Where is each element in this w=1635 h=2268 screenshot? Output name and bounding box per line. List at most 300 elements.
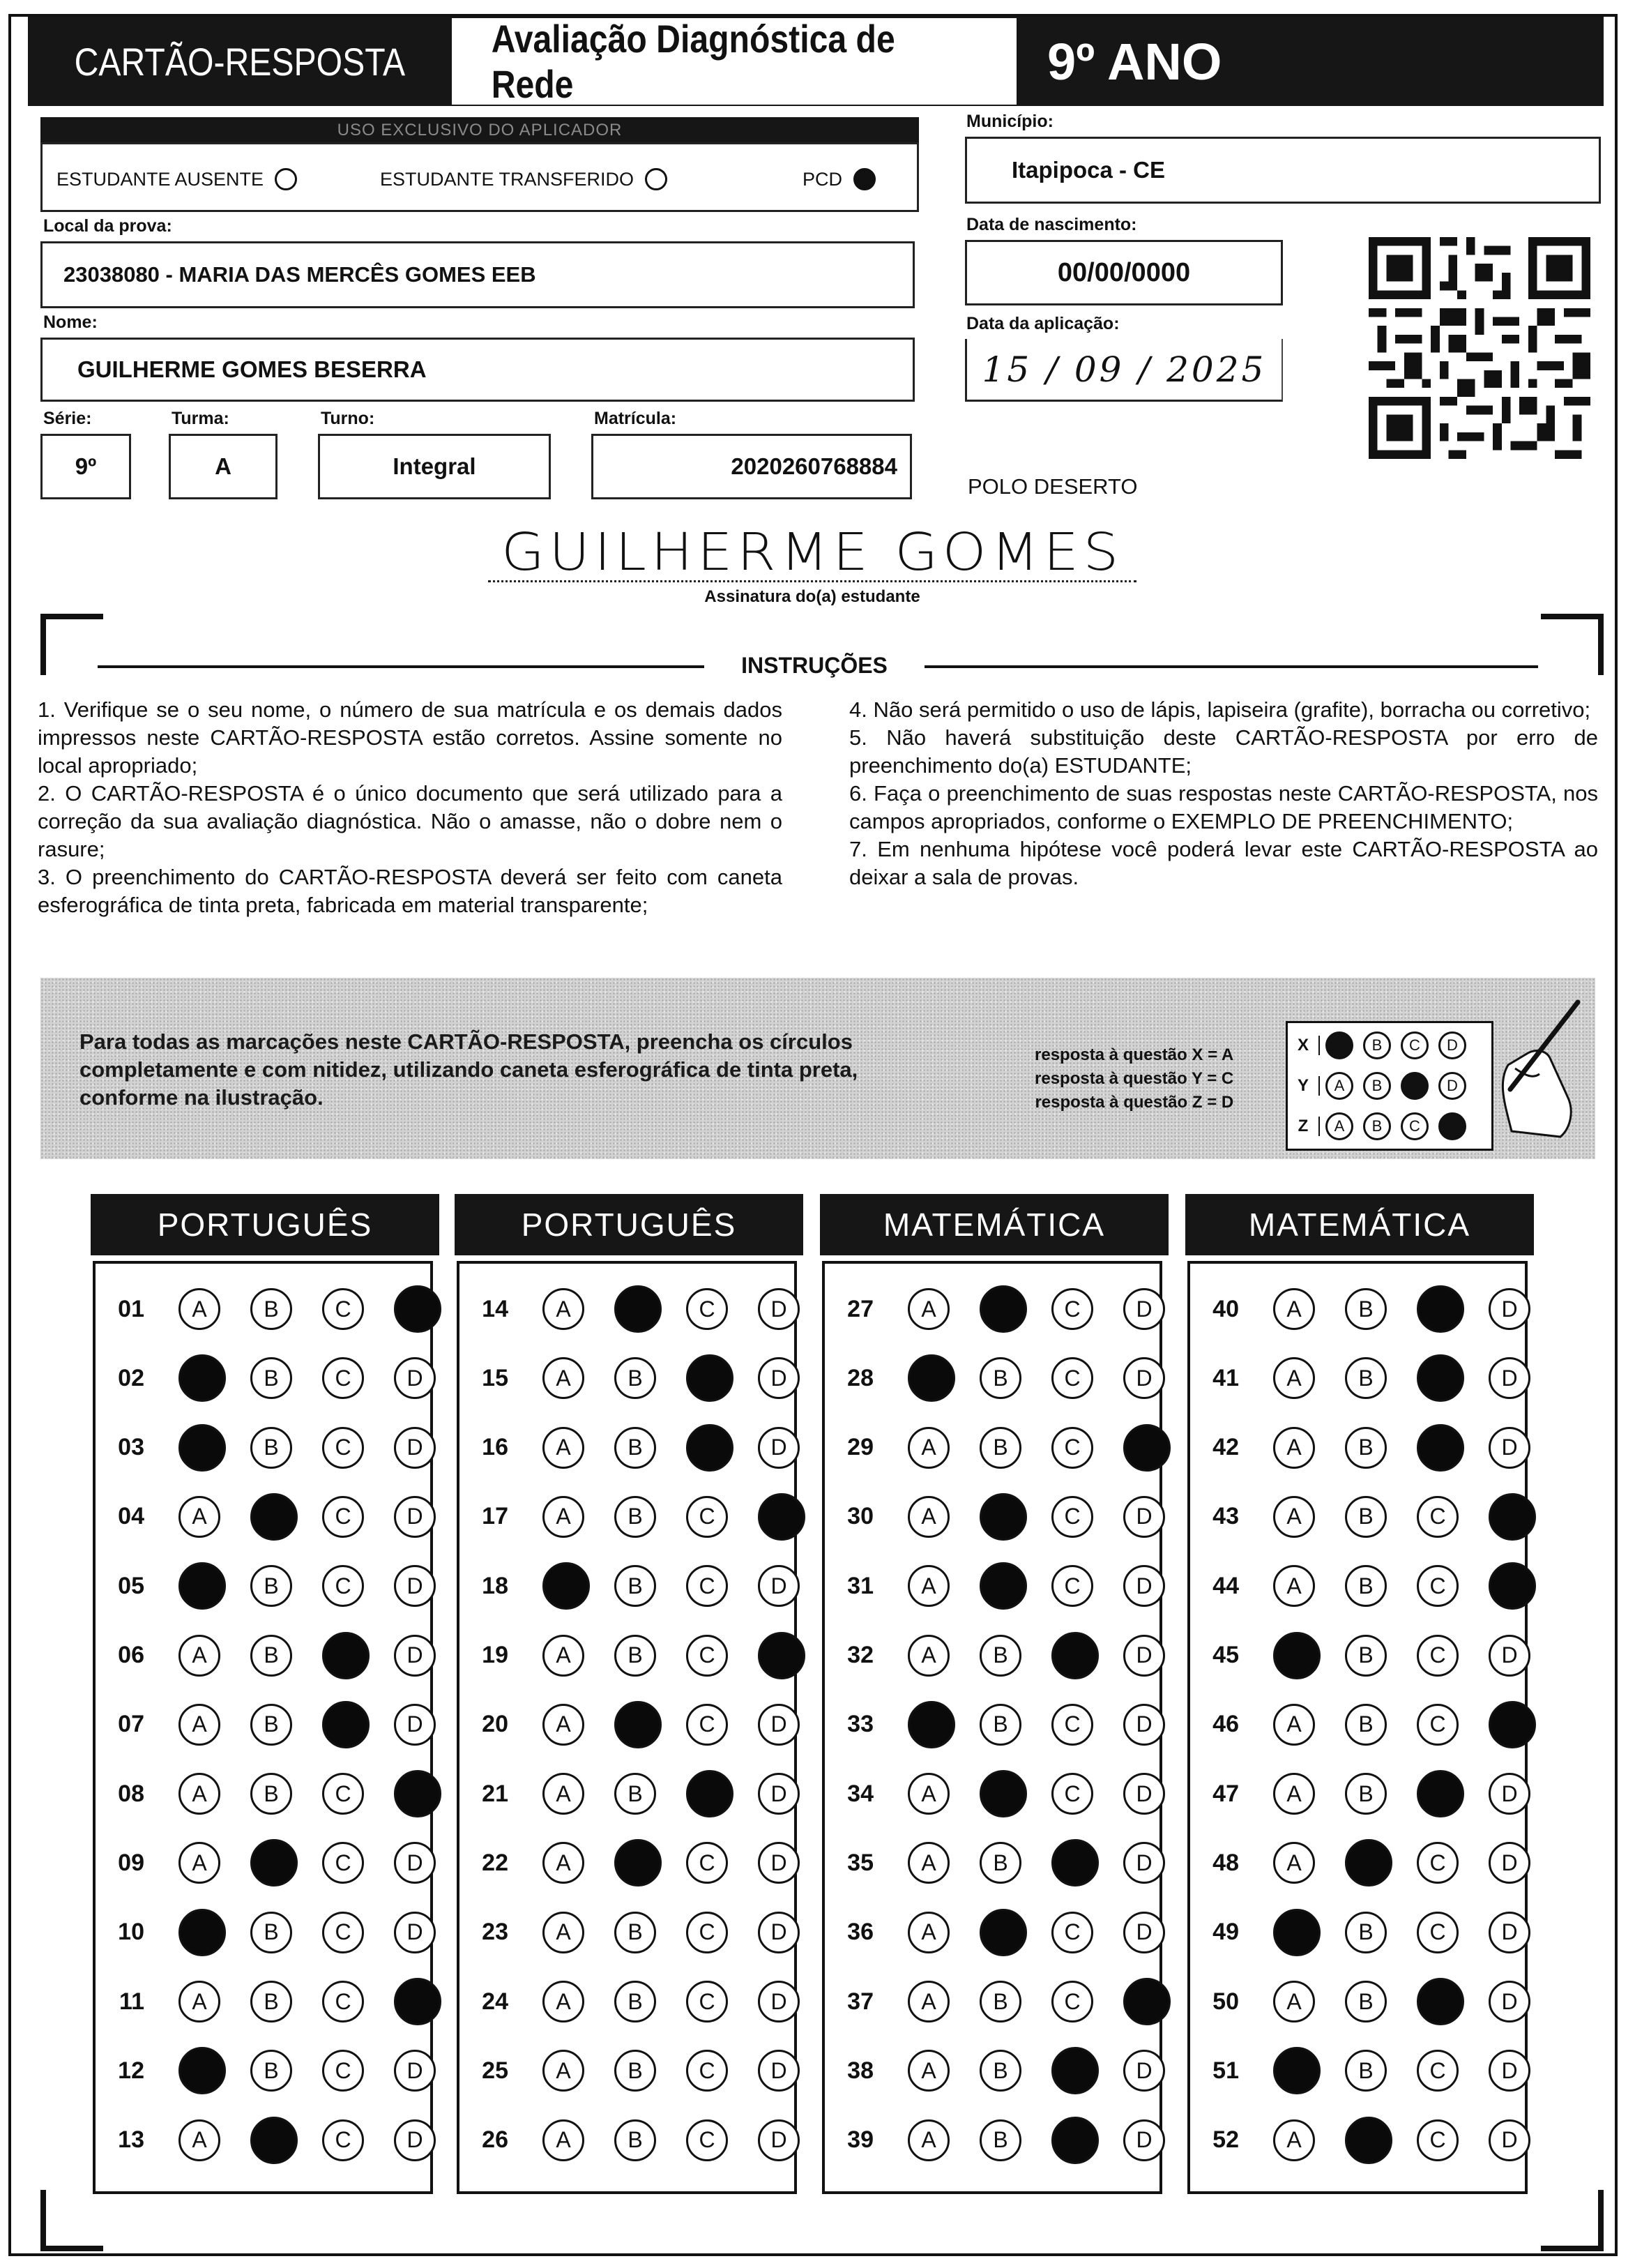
turma-label: Turma: — [172, 409, 229, 428]
answer-bubble-c[interactable]: C — [686, 1565, 728, 1607]
answer-bubble-b[interactable]: B — [250, 1912, 292, 1953]
answer-bubble-c[interactable]: C — [1051, 1565, 1093, 1607]
answer-bubble-a[interactable]: A — [178, 1704, 220, 1746]
answer-bubble-b[interactable]: B — [614, 1773, 656, 1815]
answer-bubble-b[interactable]: B — [1345, 1427, 1387, 1469]
example-bubble-d: D — [1438, 1031, 1466, 1059]
name-value: GUILHERME GOMES BESERRA — [77, 356, 427, 382]
question-row — [825, 1693, 1165, 1756]
answer-bubble-c[interactable]: C — [322, 2050, 364, 2092]
polo-text: POLO DESERTO — [968, 474, 1138, 499]
answer-bubble-c[interactable]: C — [1417, 1565, 1459, 1607]
answer-bubble-a[interactable]: A — [908, 1773, 950, 1815]
answer-bubble-d[interactable]: D — [1489, 1842, 1530, 1884]
example-bubble-b: B — [1363, 1031, 1391, 1059]
answer-bubble-b[interactable]: B — [980, 2119, 1021, 2161]
answer-bubble-a[interactable]: A — [1273, 1288, 1315, 1330]
answer-bubble-b[interactable]: B — [980, 2050, 1021, 2092]
answer-bubble-d[interactable]: D — [1489, 2050, 1530, 2092]
answer-bubble-c[interactable]: C — [686, 2119, 728, 2161]
instruction-item: 7. Em nenhuma hipótese você poderá levar este CARTÃO-RESPOSTA ao deixar a sala de provas. — [849, 837, 1598, 889]
answer-bubble-c[interactable]: C — [1051, 1288, 1093, 1330]
answer-bubble-a[interactable]: A — [178, 1496, 220, 1538]
answer-bubble-a[interactable]: A — [1273, 1357, 1315, 1399]
answer-bubble-b[interactable]: B — [980, 1562, 1027, 1610]
answer-bubble-d[interactable]: D — [758, 2119, 800, 2161]
question-row — [1190, 1485, 1530, 1548]
answer-bubble-d[interactable]: D — [394, 1842, 436, 1884]
answer-bubble-d[interactable]: D — [394, 1427, 436, 1469]
answer-bubble-b[interactable]: B — [614, 1565, 656, 1607]
answer-bubble-c[interactable]: C — [1051, 1912, 1093, 1953]
answer-bubble-d[interactable]: D — [394, 1496, 436, 1538]
answer-bubble-b[interactable]: B — [980, 1770, 1027, 1817]
answer-bubble-d[interactable]: D — [394, 1704, 436, 1746]
answer-bubble-b[interactable]: B — [1345, 1981, 1387, 2023]
answer-bubble-d[interactable]: D — [1123, 1773, 1165, 1815]
example-grid — [1286, 1021, 1493, 1151]
answer-bubble-a[interactable]: A — [178, 1909, 226, 1956]
answer-bubble-b[interactable]: B — [980, 1635, 1021, 1677]
question-number: 19 — [482, 1642, 508, 1668]
answer-bubble-c[interactable]: C — [686, 1354, 733, 1402]
answer-bubble-a[interactable]: A — [542, 1562, 590, 1610]
answer-bubble-d[interactable]: D — [394, 2119, 436, 2161]
question-number: 06 — [118, 1642, 144, 1668]
question-row — [1190, 2109, 1530, 2172]
answer-bubble-a[interactable]: A — [1273, 2047, 1321, 2094]
answer-bubble-a[interactable]: A — [178, 1424, 226, 1472]
instruction-item: 6. Faça o preenchimento de suas respostas neste CARTÃO-RESPOSTA, nos campos apropriados, conforme o EXEMPLO DE PREENCHIMENTO; — [849, 781, 1598, 833]
question-number: 41 — [1212, 1364, 1239, 1391]
answer-bubble-c[interactable]: C — [686, 1635, 728, 1677]
pcd-label: PCD — [803, 168, 843, 190]
example-bubble-a: A — [1325, 1112, 1353, 1140]
example-band — [40, 978, 1595, 1159]
question-number: 38 — [847, 2057, 874, 2084]
answer-bubble-d[interactable]: D — [1489, 2119, 1530, 2161]
answer-bubble-d[interactable]: D — [1123, 1842, 1165, 1884]
answer-bubble-c[interactable]: C — [322, 2119, 364, 2161]
answer-bubble-b[interactable]: B — [250, 1493, 298, 1541]
answer-bubble-a[interactable]: A — [908, 1701, 955, 1748]
answer-bubble-d[interactable]: D — [1123, 1978, 1171, 2025]
answer-bubble-b[interactable]: B — [1345, 1357, 1387, 1399]
answer-bubble-c[interactable]: C — [1417, 1978, 1464, 2025]
question-number: 37 — [847, 1988, 874, 2015]
answer-bubble-c[interactable]: C — [1417, 2119, 1459, 2161]
answer-bubble-c[interactable]: C — [686, 1496, 728, 1538]
answer-bubble-a[interactable]: A — [542, 2119, 584, 2161]
answer-bubble-c[interactable]: C — [322, 1912, 364, 1953]
answer-bubble-b[interactable]: B — [614, 1981, 656, 2023]
answer-bubble-b[interactable]: B — [250, 1427, 292, 1469]
answer-bubble-a[interactable]: A — [1273, 2119, 1315, 2161]
question-number: 15 — [482, 1364, 508, 1391]
example-answer-line: resposta à questão X = A — [1035, 1045, 1234, 1064]
answer-bubble-b[interactable]: B — [250, 1288, 292, 1330]
answer-bubble-b[interactable]: B — [250, 2117, 298, 2164]
answer-bubble-c[interactable]: C — [1051, 1632, 1099, 1679]
answer-bubble-b[interactable]: B — [980, 1357, 1021, 1399]
answer-bubble-d[interactable]: D — [1123, 1912, 1165, 1953]
answer-bubble-a[interactable]: A — [908, 1635, 950, 1677]
answer-bubble-b[interactable]: B — [614, 1357, 656, 1399]
answer-bubble-a[interactable]: A — [542, 2050, 584, 2092]
matricula-label: Matrícula: — [594, 409, 677, 428]
answer-bubble-a[interactable]: A — [908, 1912, 950, 1953]
pen-hand-icon — [1484, 999, 1588, 1138]
answer-bubble-a[interactable]: A — [1273, 1427, 1315, 1469]
question-row — [1190, 1762, 1530, 1825]
answer-bubble-d[interactable]: D — [1489, 1981, 1530, 2023]
answer-bubble-d[interactable]: D — [1123, 1496, 1165, 1538]
answer-bubble-d[interactable]: D — [394, 2050, 436, 2092]
question-number: 02 — [118, 1364, 144, 1391]
question-number: 20 — [482, 1711, 508, 1738]
answer-bubble-c[interactable]: C — [322, 1288, 364, 1330]
answer-bubble-a[interactable]: A — [542, 1842, 584, 1884]
question-number: 28 — [847, 1364, 874, 1391]
answer-bubble-b[interactable]: B — [250, 1981, 292, 2023]
answer-bubble-d[interactable]: D — [758, 1565, 800, 1607]
answer-bubble-a[interactable]: A — [1273, 1632, 1321, 1679]
answer-bubble-d[interactable]: D — [1489, 1701, 1536, 1748]
answer-bubble-a[interactable]: A — [908, 1842, 950, 1884]
answer-bubble-d[interactable]: D — [1489, 1427, 1530, 1469]
answer-bubble-b[interactable]: B — [250, 1565, 292, 1607]
section-header: MATEMÁTICA — [820, 1194, 1169, 1255]
answer-bubble-c[interactable]: C — [686, 1842, 728, 1884]
answer-bubble-b[interactable]: B — [614, 1701, 662, 1748]
answer-bubble-c[interactable]: C — [322, 1981, 364, 2023]
answer-bubble-a[interactable]: A — [542, 1981, 584, 2023]
answer-bubble-a[interactable]: A — [178, 1288, 220, 1330]
answer-bubble-b[interactable]: B — [250, 1704, 292, 1746]
answer-bubble-b[interactable]: B — [1345, 1912, 1387, 1953]
question-number: 05 — [118, 1572, 144, 1599]
assessment-title — [452, 17, 1017, 106]
answer-bubble-d[interactable]: D — [394, 1912, 436, 1953]
answer-bubble-c[interactable]: C — [1051, 1496, 1093, 1538]
answer-bubble-c[interactable]: C — [1417, 1354, 1464, 1402]
birthdate-field — [965, 240, 1283, 305]
answer-bubble-c[interactable]: C — [1051, 1981, 1093, 2023]
assessment-title-text: Avaliação Diagnóstica de Rede — [491, 17, 895, 106]
answer-bubble-a[interactable]: A — [1273, 1773, 1315, 1815]
answer-bubble-c[interactable]: C — [322, 1427, 364, 1469]
question-row — [459, 1693, 800, 1756]
answer-bubble-b[interactable]: B — [1345, 1635, 1387, 1677]
answer-bubble-b[interactable]: B — [980, 1909, 1027, 1956]
answer-bubble-a[interactable]: A — [908, 2050, 950, 2092]
question-number: 25 — [482, 2057, 508, 2084]
answer-bubble-c[interactable]: C — [1417, 1842, 1459, 1884]
answer-bubble-b[interactable]: B — [980, 1842, 1021, 1884]
answer-bubble-c[interactable]: C — [1051, 1427, 1093, 1469]
card-title-text: CARTÃO-RESPOSTA — [74, 39, 406, 84]
answer-bubble-b[interactable]: B — [614, 1635, 656, 1677]
answer-bubble-d[interactable]: D — [1123, 1565, 1165, 1607]
answer-bubble-a[interactable]: A — [908, 1496, 950, 1538]
answer-bubble-a[interactable]: A — [1273, 1981, 1315, 2023]
applicator-bar — [40, 117, 919, 144]
answer-bubble-b[interactable]: B — [614, 1839, 662, 1887]
answer-bubble-a[interactable]: A — [908, 1981, 950, 2023]
example-row-label: Y — [1288, 1076, 1320, 1096]
answer-bubble-d[interactable]: D — [1489, 1493, 1536, 1541]
instruction-item: 2. O CARTÃO-RESPOSTA é o único documento que será utilizado para a correção da sua avaliação diagnóstica. Não o amasse, não o dobre nem o rasure; — [38, 781, 782, 861]
answer-bubble-d[interactable]: D — [758, 1493, 805, 1541]
question-row — [1190, 1416, 1530, 1479]
answer-bubble-a[interactable]: A — [908, 1427, 950, 1469]
answer-bubble-d[interactable]: D — [1123, 2050, 1165, 2092]
answer-bubble-b[interactable]: B — [980, 1427, 1021, 1469]
answer-bubble-b[interactable]: B — [1345, 1288, 1387, 1330]
answer-bubble-a[interactable]: A — [178, 1773, 220, 1815]
question-number: 36 — [847, 1919, 874, 1946]
answer-bubble-a[interactable]: A — [908, 1565, 950, 1607]
answer-bubble-b[interactable]: B — [1345, 1839, 1392, 1887]
birthdate-value: 00/00/0000 — [1057, 257, 1191, 287]
turno-label: Turno: — [321, 409, 375, 428]
question-row — [1190, 1970, 1530, 2033]
question-number: 40 — [1212, 1295, 1239, 1322]
answer-bubble-b[interactable]: B — [1345, 1496, 1387, 1538]
answer-bubble-c[interactable]: C — [1051, 2047, 1099, 2094]
question-row — [96, 1347, 436, 1409]
answer-bubble-b[interactable]: B — [1345, 2050, 1387, 2092]
instructions-right-column — [849, 696, 1598, 891]
answer-bubble-c[interactable]: C — [1051, 1839, 1099, 1887]
answer-bubble-d[interactable]: D — [1123, 1635, 1165, 1677]
question-number: 08 — [118, 1780, 144, 1807]
question-row — [96, 1485, 436, 1548]
answer-bubble-d[interactable]: D — [758, 1632, 805, 1679]
question-number: 33 — [847, 1711, 874, 1738]
question-row — [459, 1970, 800, 2033]
answer-bubble-b[interactable]: B — [980, 1493, 1027, 1541]
answer-column — [93, 1261, 433, 2194]
question-number: 52 — [1212, 2126, 1239, 2154]
answer-bubble-c[interactable]: C — [322, 1842, 364, 1884]
answer-bubble-b[interactable]: B — [250, 2050, 292, 2092]
answer-bubble-c[interactable]: C — [1051, 1357, 1093, 1399]
absent-field — [56, 168, 297, 190]
answer-bubble-c[interactable]: C — [686, 2050, 728, 2092]
answer-bubble-d[interactable]: D — [1489, 1912, 1530, 1953]
question-number: 49 — [1212, 1919, 1239, 1946]
answer-bubble-c[interactable]: C — [1417, 1285, 1464, 1333]
answer-bubble-c[interactable]: C — [1051, 1704, 1093, 1746]
answer-bubble-d[interactable]: D — [758, 1981, 800, 2023]
transferred-checkbox[interactable] — [645, 168, 667, 190]
answer-bubble-a[interactable]: A — [178, 1981, 220, 2023]
section-header: PORTUGUÊS — [455, 1194, 803, 1255]
question-number: 43 — [1212, 1503, 1239, 1530]
question-row — [96, 1831, 436, 1894]
answer-bubble-d[interactable]: D — [758, 2050, 800, 2092]
answer-bubble-a[interactable]: A — [178, 1635, 220, 1677]
answer-column — [1187, 1261, 1528, 2194]
question-row — [96, 2109, 436, 2172]
answer-bubble-b[interactable]: B — [250, 1773, 292, 1815]
corner-mark-top-right — [1541, 614, 1604, 675]
answer-bubble-b[interactable]: B — [980, 1285, 1027, 1333]
question-number: 14 — [482, 1295, 508, 1322]
turno-value: Integral — [393, 453, 476, 479]
answer-bubble-a[interactable]: A — [178, 1354, 226, 1402]
transferred-field — [380, 168, 667, 190]
example-bubble-b: B — [1363, 1072, 1391, 1100]
answer-bubble-a[interactable]: A — [178, 1842, 220, 1884]
example-bubble-b: B — [1363, 1112, 1391, 1140]
question-number: 48 — [1212, 1849, 1239, 1876]
answer-bubble-a[interactable]: A — [1273, 1565, 1315, 1607]
answer-bubble-a[interactable]: A — [178, 1562, 226, 1610]
example-bubble-c: C — [1401, 1112, 1429, 1140]
answer-bubble-b[interactable]: B — [980, 1981, 1021, 2023]
answer-bubble-b[interactable]: B — [614, 1912, 656, 1953]
question-row — [96, 1762, 436, 1825]
answer-bubble-a[interactable]: A — [542, 1496, 584, 1538]
answer-bubble-a[interactable]: A — [178, 2119, 220, 2161]
answer-bubble-c[interactable]: C — [1417, 1635, 1459, 1677]
answer-bubble-d[interactable]: D — [758, 1357, 800, 1399]
answer-bubble-b[interactable]: B — [1345, 2117, 1392, 2164]
answer-bubble-c[interactable]: C — [686, 1288, 728, 1330]
answer-bubble-b[interactable]: B — [1345, 1704, 1387, 1746]
answer-bubble-b[interactable]: B — [614, 1496, 656, 1538]
answer-bubble-a[interactable]: A — [1273, 1496, 1315, 1538]
answer-bubble-d[interactable]: D — [1123, 1288, 1165, 1330]
answer-bubble-d[interactable]: D — [394, 1770, 441, 1817]
answer-bubble-c[interactable]: C — [1417, 1912, 1459, 1953]
answer-bubble-a[interactable]: A — [908, 1288, 950, 1330]
answer-bubble-c[interactable]: C — [1417, 1496, 1459, 1538]
answer-bubble-a[interactable]: A — [542, 1635, 584, 1677]
answer-bubble-c[interactable]: C — [686, 1704, 728, 1746]
answer-bubble-d[interactable]: D — [1489, 1288, 1530, 1330]
answer-bubble-d[interactable]: D — [394, 1285, 441, 1333]
question-row — [96, 1901, 436, 1964]
answer-bubble-a[interactable]: A — [542, 1704, 584, 1746]
question-number: 21 — [482, 1780, 508, 1807]
answer-column — [457, 1261, 797, 2194]
answer-bubble-c[interactable]: C — [322, 1357, 364, 1399]
answer-bubble-c[interactable]: C — [1051, 1773, 1093, 1815]
absent-checkbox[interactable] — [275, 168, 297, 190]
answer-bubble-c[interactable]: C — [322, 1701, 370, 1748]
answer-bubble-c[interactable]: C — [1051, 2117, 1099, 2164]
question-row — [459, 1555, 800, 1617]
answer-bubble-c[interactable]: C — [686, 1981, 728, 2023]
answer-bubble-c[interactable]: C — [686, 1770, 733, 1817]
municipio-label: Município: — [966, 112, 1054, 131]
pcd-checkbox[interactable] — [853, 168, 876, 190]
answer-bubble-c[interactable]: C — [686, 1912, 728, 1953]
answer-bubble-a[interactable]: A — [178, 2047, 226, 2094]
question-number: 45 — [1212, 1642, 1239, 1668]
example-bubble-a: A — [1325, 1031, 1353, 1059]
answer-bubble-c[interactable]: C — [1417, 2050, 1459, 2092]
answer-bubble-d[interactable]: D — [758, 1704, 800, 1746]
question-number: 03 — [118, 1434, 144, 1461]
answer-bubble-a[interactable]: A — [1273, 1842, 1315, 1884]
answer-bubble-b[interactable]: B — [250, 1635, 292, 1677]
question-number: 27 — [847, 1295, 874, 1322]
answer-bubble-c[interactable]: C — [322, 1773, 364, 1815]
question-number: 42 — [1212, 1434, 1239, 1461]
question-number: 35 — [847, 1849, 874, 1876]
answer-bubble-d[interactable]: D — [1489, 1773, 1530, 1815]
grade-title — [1017, 17, 1604, 106]
answer-bubble-c[interactable]: C — [1417, 1770, 1464, 1817]
answer-bubble-c[interactable]: C — [322, 1496, 364, 1538]
answer-bubble-b[interactable]: B — [614, 2050, 656, 2092]
answer-bubble-d[interactable]: D — [1123, 1357, 1165, 1399]
answer-bubble-d[interactable]: D — [394, 1565, 436, 1607]
answer-bubble-c[interactable]: C — [322, 1632, 370, 1679]
corner-mark-top-left — [40, 614, 103, 675]
answer-bubble-b[interactable]: B — [614, 1285, 662, 1333]
answer-bubble-d[interactable]: D — [758, 1773, 800, 1815]
answer-bubble-b[interactable]: B — [1345, 1773, 1387, 1815]
turno-field — [318, 434, 551, 499]
answer-bubble-a[interactable]: A — [542, 1912, 584, 1953]
answer-bubble-a[interactable]: A — [542, 1773, 584, 1815]
answer-bubble-c[interactable]: C — [1417, 1424, 1464, 1472]
answer-bubble-d[interactable]: D — [394, 1978, 441, 2025]
question-row — [1190, 1693, 1530, 1756]
answer-bubble-d[interactable]: D — [1123, 1704, 1165, 1746]
answer-bubble-d[interactable]: D — [758, 1912, 800, 1953]
answer-bubble-d[interactable]: D — [1123, 1424, 1171, 1472]
answer-bubble-d[interactable]: D — [1489, 1357, 1530, 1399]
answer-bubble-d[interactable]: D — [758, 1288, 800, 1330]
answer-bubble-c[interactable]: C — [1417, 1704, 1459, 1746]
answer-bubble-d[interactable]: D — [758, 1842, 800, 1884]
example-bubble-c: C — [1401, 1031, 1429, 1059]
answer-bubble-a[interactable]: A — [908, 1354, 955, 1402]
answer-bubble-b[interactable]: B — [614, 2119, 656, 2161]
answer-column — [822, 1261, 1162, 2194]
answer-bubble-d[interactable]: D — [394, 1357, 436, 1399]
municipio-field — [965, 137, 1601, 204]
grade-title-text: 9º ANO — [1047, 32, 1222, 91]
answer-bubble-a[interactable]: A — [542, 1427, 584, 1469]
answer-bubble-d[interactable]: D — [1489, 1635, 1530, 1677]
answer-bubble-b[interactable]: B — [250, 1357, 292, 1399]
answer-bubble-d[interactable]: D — [1123, 2119, 1165, 2161]
answer-bubble-a[interactable]: A — [542, 1357, 584, 1399]
answer-bubble-a[interactable]: A — [1273, 1909, 1321, 1956]
answer-bubble-b[interactable]: B — [250, 1839, 298, 1887]
answer-bubble-d[interactable]: D — [394, 1635, 436, 1677]
answer-bubble-a[interactable]: A — [1273, 1704, 1315, 1746]
answer-bubble-b[interactable]: B — [1345, 1565, 1387, 1607]
answer-bubble-c[interactable]: C — [322, 1565, 364, 1607]
answer-bubble-a[interactable]: A — [542, 1288, 584, 1330]
answer-bubble-d[interactable]: D — [1489, 1562, 1536, 1610]
answer-bubble-b[interactable]: B — [980, 1704, 1021, 1746]
answer-bubble-c[interactable]: C — [686, 1424, 733, 1472]
question-number: 04 — [118, 1503, 144, 1530]
answer-bubble-b[interactable]: B — [614, 1427, 656, 1469]
question-row — [825, 2109, 1165, 2172]
answer-bubble-a[interactable]: A — [908, 2119, 950, 2161]
answer-bubble-d[interactable]: D — [758, 1427, 800, 1469]
